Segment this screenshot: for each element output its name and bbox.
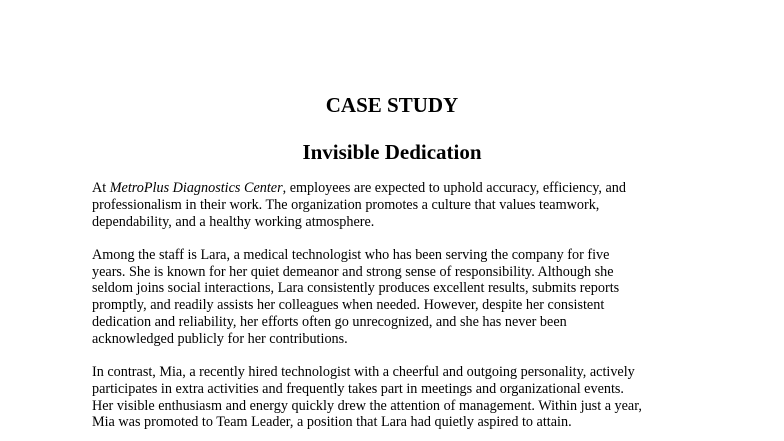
paragraph-lara — [92, 247, 712, 348]
paragraph-line: Among the staff is Lara, a medical technologist who has been serving the company for five — [92, 246, 610, 263]
paragraph-line: years. She is known for her quiet demeanor and strong sense of responsibility. Although she — [92, 263, 614, 280]
paragraph-line: participates in extra activities and frequently takes part in meetings and organizational events. — [92, 380, 624, 397]
paragraph-line: Her visible enthusiasm and energy quickly drew the attention of management. Within just a year, — [92, 397, 642, 414]
document-subtitle: Invisible Dedication — [302, 140, 482, 164]
paragraph-line: seldom joins social interactions, Lara consistently produces excellent results, submits reports — [92, 280, 620, 297]
paragraph-line: dependability, and a healthy working atmosphere. — [92, 213, 375, 230]
document-title: CASE STUDY — [325, 93, 459, 117]
paragraph-line: acknowledged publicly for her contributions. — [92, 330, 348, 347]
paragraph-line: promptly, and readily assists her colleagues when needed. However, despite her consistent — [92, 297, 605, 314]
paragraph-line: In contrast, Mia, a recently hired technologist with a cheerful and outgoing personality, actively — [92, 363, 635, 380]
text-run: At — [92, 180, 110, 196]
paragraph-line: professionalism in their work. The organization promotes a culture that values teamwork, — [92, 196, 600, 213]
company-name: MetroPlus Diagnostics Center — [109, 180, 283, 196]
paragraph-intro — [92, 180, 712, 230]
paragraph-line: dedication and reliability, her efforts often go unrecognized, and she has never been — [92, 313, 567, 330]
paragraph-line: Mia was promoted to Team Leader, a position that Lara had quietly aspired to attain. — [92, 414, 572, 431]
document-body — [92, 180, 712, 441]
paragraph-mia — [92, 364, 712, 431]
paragraph-line — [92, 180, 712, 197]
text-run: , employees are expected to uphold accuracy, efficiency, and — [282, 180, 626, 196]
